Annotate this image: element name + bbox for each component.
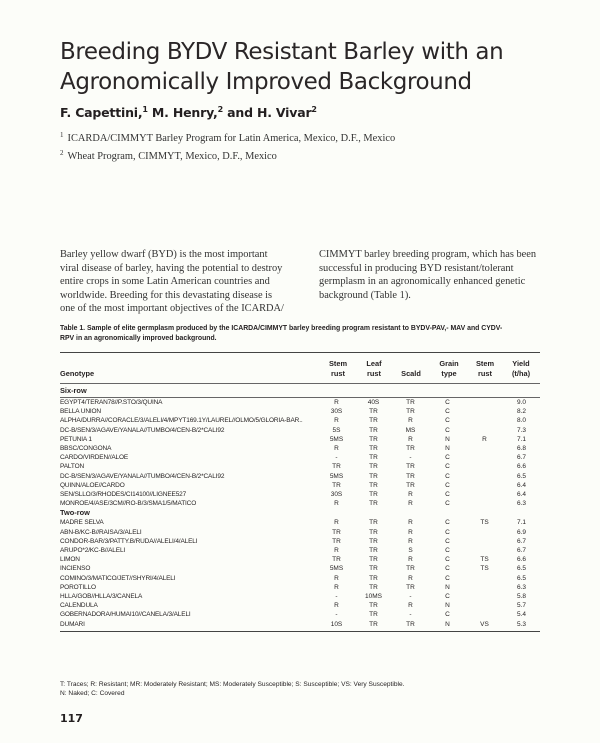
affiliation-1: $^1$ ICARDA/CIMMYT Barley Program for Latin America, Mexico, D.F., Mexico [60,131,396,144]
table-bottom-rule [60,631,540,632]
cell-scald: R [408,528,413,536]
header-scald: Scald [401,369,421,378]
cell-genotype: MONROE/4/ASE/3CM//RO-B/3/SMA1/5/MATICO [60,500,197,508]
cell-grain-type: C [445,454,450,462]
cell-leaf-rust: TR [369,519,378,527]
cell-stem-rust-1: TR [332,528,341,536]
cell-grain-type: C [445,556,450,564]
table-caption: Table 1. Sample of elite germplasm produced by the ICARDA/CIMMYT barley breeding program resistant to BYDV-PAV,- MAV and CYDV-RPV in an agronomically improved background. [60,323,503,342]
cell-leaf-rust: TR [369,408,378,416]
cell-stem-rust-1: R [334,500,339,508]
cell-genotype: DC-B/SEN/3/AGAVE/YANALA//TUMBO/4/CEN-B/2*CALI92 [60,472,225,480]
cell-yield: 6.3 [516,583,527,591]
cell-scald: R [408,602,413,610]
cell-grain-type: N [445,602,450,610]
cell-yield: 6.7 [516,537,527,545]
cell-genotype: CARDO/VIRDEN//ALOE [60,454,129,462]
cell-grain-type: C [445,547,450,555]
group-label: Two-row [60,508,90,518]
germplasm-table [60,352,540,632]
cell-genotype: INCIENSO [60,565,91,573]
cell-grain-type: C [445,537,450,545]
cell-yield: 6.8 [516,445,527,453]
cell-stem-rust-2: TS [480,556,489,564]
cell-stem-rust-1: 30S [330,491,343,499]
cell-genotype: QUINN/ALOE//CARDO [60,481,125,489]
cell-grain-type: C [445,528,450,536]
cell-leaf-rust: TR [369,481,378,489]
cell-genotype: LIMON [60,556,80,564]
cell-grain-type: C [445,481,450,489]
cell-scald: S [408,547,413,555]
cell-stem-rust-1: R [334,602,339,610]
cell-genotype: CALENDULA [60,602,98,610]
table-row [60,462,540,471]
header-stem-rust-2: Stem rust [475,359,495,378]
cell-leaf-rust: TR [369,500,378,508]
cell-scald: TR [406,463,415,471]
cell-leaf-rust: TR [369,602,378,610]
cell-leaf-rust: TR [369,463,378,471]
cell-stem-rust-2 [466,499,503,508]
cell-stem-rust-1: TR [332,481,341,489]
title-line-1: Breeding BYDV Resistant Barley with an [60,39,504,65]
cell-stem-rust-1: TR [332,556,341,564]
table-footnote [60,680,404,698]
cell-leaf-rust: TR [369,611,378,619]
cell-yield: 8.2 [516,408,527,416]
cell-stem-rust-2 [466,481,503,490]
table-row [60,416,540,425]
cell-stem-rust-2: VS [480,620,489,628]
cell-stem-rust-2 [466,610,503,619]
cell-stem-rust-2: TS [480,519,489,527]
cell-leaf-rust: TR [369,426,378,434]
cell-stem-rust-1: 5S [332,426,341,434]
cell-scald: R [408,435,413,443]
cell-yield: 5.3 [516,620,527,628]
cell-scald: - [409,454,412,462]
cell-grain-type: N [445,435,450,443]
cell-yield: 6.4 [516,491,527,499]
cell-stem-rust-2 [466,574,503,583]
cell-stem-rust-1: 30S [330,408,343,416]
cell-stem-rust-1: R [334,583,339,591]
cell-scald: R [408,491,413,499]
cell-grain-type: C [445,593,450,601]
author-list [60,105,317,120]
cell-leaf-rust: TR [369,445,378,453]
cell-yield: 7.3 [516,426,527,434]
author-3: and H. Vivar$^2$ [222,105,317,120]
cell-stem-rust-2 [466,583,503,592]
table-row [60,537,540,546]
table-row [60,555,540,564]
cell-grain-type: C [445,399,450,406]
header-genotype: Genotype [60,369,95,378]
cell-scald: TR [406,472,415,480]
header-stem-rust-1: Stem rust [328,359,348,378]
cell-stem-rust-1: 5MS [329,435,344,443]
cell-leaf-rust: TR [369,528,378,536]
cell-grain-type: C [445,426,450,434]
table-row [60,426,540,435]
cell-stem-rust-2 [466,528,503,537]
author-2: M. Henry,$^2$ [147,105,223,120]
cell-stem-rust-2 [466,601,503,610]
cell-stem-rust-1: R [334,417,339,425]
table-row [60,453,540,462]
cell-scald: TR [406,481,415,489]
cell-grain-type: C [445,500,450,508]
cell-stem-rust-1: 5MS [329,565,344,573]
cell-leaf-rust: TR [369,556,378,564]
cell-scald: R [408,519,413,527]
cell-genotype: PETUNIA 1 [60,435,92,443]
affiliation-2: $^2$ Wheat Program, CIMMYT, Mexico, D.F., Mexico [60,149,277,162]
cell-yield: 6.9 [516,528,527,536]
table-row [60,528,540,537]
cell-genotype: CONDOR-BAR/3/PATTY.B/RUDA//ALELI/4/ALELI [60,537,198,545]
cell-stem-rust-2 [466,472,503,481]
table-row [60,518,540,527]
cell-yield: 6.5 [516,565,527,573]
header-yield: Yield (t/ha) [511,359,531,378]
cell-scald: TR [406,583,415,591]
cell-leaf-rust: TR [369,435,378,443]
cell-stem-rust-1: 10S [330,620,343,628]
cell-grain-type: C [445,472,450,480]
cell-scald: R [408,500,413,508]
cell-genotype: HLLA/GOB//HLLA/3/CANELA [60,593,143,601]
cell-scald: - [409,611,412,619]
cell-genotype: POROTILLO [60,583,96,591]
cell-leaf-rust: 40S [367,399,380,406]
body-column-1: Barley yellow dwarf (BYD) is the most important viral disease of barley, having the potential to destroy entire crops in some Latin American countries and worldwide. Breeding for this devastating disease is one of the most important objectives of the ICARDA/ [60,249,284,314]
author-1: F. Capettini,$^1$ [60,105,148,120]
table-row [60,499,540,508]
cell-genotype: MADRE SELVA [60,519,104,527]
cell-grain-type: N [445,445,450,453]
cell-scald: TR [406,408,415,416]
cell-leaf-rust: TR [369,491,378,499]
cell-genotype: BELLA UNION [60,408,101,416]
cell-stem-rust-1: R [334,574,339,582]
cell-stem-rust-1: R [334,547,339,555]
cell-grain-type: N [445,620,450,628]
cell-yield: 6.3 [516,500,527,508]
cell-leaf-rust: TR [369,547,378,555]
table-row [60,490,540,499]
cell-stem-rust-2 [466,444,503,453]
table-header [60,353,540,383]
article-title [60,37,540,97]
table-body [60,398,540,629]
cell-yield: 5.7 [516,602,527,610]
group-label-row [60,508,540,518]
cell-scald: TR [406,620,415,628]
cell-stem-rust-2 [466,398,503,407]
cell-scald: R [408,417,413,425]
cell-stem-rust-1: TR [332,463,341,471]
cell-yield: 7.1 [516,519,527,527]
cell-genotype: COMINO/3/MATICO/JET//SHYRI/4/ALELI [60,574,176,582]
cell-genotype: GOBERNADORA/HUMAI10//CANELA/3/ALELI [60,611,191,619]
cell-grain-type: C [445,574,450,582]
cell-grain-type: C [445,491,450,499]
cell-scald: R [408,556,413,564]
cell-stem-rust-2 [466,453,503,462]
cell-stem-rust-1: R [334,519,339,527]
body-column-2: CIMMYT barley breeding program, which has been successful in producing BYD resistant/tolerant germplasm in an agronomically enhanced genetic background (Table 1). [319,249,537,301]
cell-genotype: ALPHA/DURRA//CORACLE/3/ALELI/4/MPYT169.1Y/LAUREL//OLMO/5/GLORIA-BAR.. [60,417,303,425]
cell-genotype: PALTON [60,463,85,471]
body-text [60,248,545,316]
cell-grain-type: C [445,519,450,527]
cell-yield: 5.8 [516,593,527,601]
cell-leaf-rust: TR [369,574,378,582]
cell-stem-rust-1: - [335,611,338,619]
cell-genotype: EGYPT4/TERAN78//P.STO/3/QUINA [60,399,163,406]
cell-genotype: ARUPO*2/KC-B//ALELI [60,547,126,555]
cell-scald: R [408,537,413,545]
cell-leaf-rust: TR [369,472,378,480]
cell-leaf-rust: TR [369,620,378,628]
page-number: 117 [60,712,83,725]
cell-leaf-rust: TR [369,454,378,462]
header-leaf-rust: Leaf rust [366,359,382,378]
table-row [60,574,540,583]
cell-leaf-rust: TR [369,537,378,545]
cell-leaf-rust: TR [369,565,378,573]
cell-genotype: SEN/SLLO/3/RHODES/CI14100//LIGNEE527 [60,491,187,499]
cell-yield: 7.1 [516,435,527,443]
cell-yield: 6.5 [516,472,527,480]
cell-stem-rust-2 [466,407,503,416]
cell-genotype: ABN-B/KC-B//RAISA/3/ALELI [60,528,142,536]
footnote-line-1: T: Traces; R: Resistant; MR: Moderately Resistant; MS: Moderately Susceptible; S: Susceptible; VS: Very Susceptible. [60,681,405,688]
cell-stem-rust-2 [466,490,503,499]
cell-yield: 5.4 [516,611,527,619]
table-row [60,610,540,619]
cell-yield: 6.7 [516,547,527,555]
cell-stem-rust-1: 5MS [329,472,344,480]
cell-stem-rust-1: - [335,454,338,462]
cell-stem-rust-2 [466,426,503,435]
cell-scald: TR [406,399,415,406]
cell-leaf-rust: TR [369,583,378,591]
cell-leaf-rust: 10MS [365,593,382,601]
table-row [60,398,540,407]
cell-stem-rust-2: R [482,435,487,443]
cell-grain-type: C [445,408,450,416]
table-row [60,435,540,444]
table-row [60,620,540,629]
table-row [60,444,540,453]
cell-yield: 6.4 [516,481,527,489]
cell-scald: R [408,574,413,582]
cell-stem-rust-2 [466,462,503,471]
table-row [60,546,540,555]
cell-yield: 6.5 [516,574,527,582]
group-label-six-row: Six-row [60,386,87,395]
cell-yield: 6.6 [516,463,527,471]
cell-stem-rust-2 [466,592,503,601]
table-row [60,407,540,416]
cell-genotype: DC-B/SEN/3/AGAVE/YANALA//TUMBO/4/CEN-B/2*CALI92 [60,426,225,434]
cell-grain-type: C [445,565,450,573]
table-row [60,472,540,481]
cell-stem-rust-1: R [334,399,339,406]
cell-stem-rust-1: - [335,593,338,601]
title-line-2: Agronomically Improved Background [60,69,472,95]
table-row [60,481,540,490]
table-row [60,583,540,592]
cell-genotype: DUMARI [60,620,85,628]
cell-stem-rust-2 [466,537,503,546]
cell-stem-rust-1: R [334,445,339,453]
table-row [60,564,540,573]
cell-grain-type: C [445,611,450,619]
cell-scald: - [409,593,412,601]
cell-stem-rust-2 [466,546,503,555]
cell-stem-rust-2 [466,416,503,425]
cell-grain-type: C [445,463,450,471]
cell-genotype: BBSC/CONGONA [60,445,112,453]
header-grain-type: Grain type [439,359,459,378]
affiliations [60,128,395,164]
cell-yield: 6.6 [516,556,527,564]
cell-stem-rust-1: TR [332,537,341,545]
cell-scald: TR [406,445,415,453]
cell-leaf-rust: TR [369,417,378,425]
cell-stem-rust-2: TS [480,565,489,573]
cell-grain-type: C [445,417,450,425]
table-row [60,592,540,601]
cell-scald: TR [406,565,415,573]
cell-scald: MS [405,426,416,434]
cell-yield: 9.0 [516,399,527,406]
cell-grain-type: N [445,583,450,591]
table-row [60,601,540,610]
footnote-line-2: N: Naked; C: Covered [60,690,125,697]
cell-yield: 8.0 [516,417,527,425]
cell-yield: 6.7 [516,454,527,462]
